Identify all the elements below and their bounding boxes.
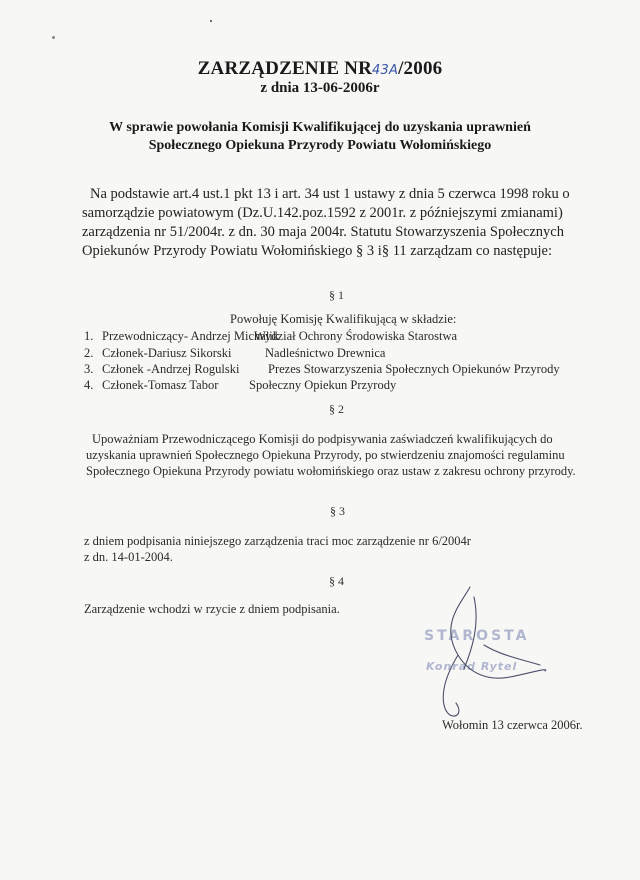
member-number: 4. bbox=[84, 378, 94, 392]
stamp-name: Konrad Rytel bbox=[426, 660, 518, 673]
member-role: Prezes Stowarzyszenia Społecznych Opiekunów Przyrody bbox=[268, 362, 560, 376]
document-date: z dnia 13-06-2006r bbox=[260, 80, 380, 96]
member-name: Członek -Andrzej Rogulski bbox=[102, 362, 240, 376]
member-role: Społeczny Opiekun Przyrody bbox=[249, 378, 397, 392]
section-1-intro: Powołuję Komisję Kwalifikującą w składzie: bbox=[230, 312, 457, 326]
preamble-line-3: zarządzenia nr 51/2004r. z dn. 30 maja 2004r. Statutu Stowarzyszenia Społecznych bbox=[82, 224, 564, 240]
document-title bbox=[0, 58, 640, 80]
preamble-line-4: Opiekunów Przyrody Powiatu Wołomińskiego § 3 i§ 11 zarządzam co następuje: bbox=[82, 243, 552, 259]
member-row bbox=[84, 378, 396, 393]
member-name: Przewodniczący- Andrzej Michalik bbox=[102, 329, 280, 343]
section-1-heading: § 1 bbox=[329, 288, 344, 302]
handwritten-number: 43A bbox=[372, 63, 399, 78]
place-and-date: Wołomin 13 czerwca 2006r. bbox=[442, 718, 583, 732]
speck bbox=[210, 20, 212, 22]
speck bbox=[52, 36, 55, 39]
section-2-line-1: Upoważniam Przewodniczącego Komisji do podpisywania zaświadczeń kwalifikujących do bbox=[92, 432, 553, 446]
signature bbox=[400, 585, 560, 725]
title-prefix: ZARZĄDZENIE NR bbox=[197, 58, 373, 79]
subject-line-1: W sprawie powołania Komisji Kwalifikującej do uzyskania uprawnień bbox=[109, 120, 531, 135]
member-number: 2. bbox=[84, 346, 94, 360]
subject-line-2: Społecznego Opiekuna Przyrody Powiatu Wołomińskiego bbox=[148, 138, 492, 153]
member-row bbox=[84, 362, 560, 377]
member-row bbox=[84, 329, 457, 344]
member-role: Nadleśnictwo Drewnica bbox=[265, 346, 386, 360]
member-number: 1. bbox=[84, 329, 94, 343]
member-role: Wydział Ochrony Środowiska Starostwa bbox=[254, 329, 458, 343]
section-4-text: Zarządzenie wchodzi w rzycie z dniem podpisania. bbox=[84, 602, 340, 616]
section-4-heading: § 4 bbox=[329, 574, 344, 588]
preamble-line-1: Na podstawie art.4 ust.1 pkt 13 i art. 34 ust 1 ustawy z dnia 5 czerwca 1998 roku o bbox=[90, 186, 570, 202]
section-2-heading: § 2 bbox=[329, 402, 344, 416]
member-number: 3. bbox=[84, 362, 94, 376]
section-2-line-2: uzyskania uprawnień Społecznego Opiekuna Przyrody, po stwierdzeniu znajomości regulaminu bbox=[86, 448, 565, 462]
section-3-line-2: z dn. 14-01-2004. bbox=[84, 550, 173, 564]
member-row bbox=[84, 346, 385, 361]
stamp-office: STAROSTA bbox=[424, 628, 530, 644]
title-suffix: /2006 bbox=[398, 58, 443, 79]
section-3-line-1: z dniem podpisania niniejszego zarządzenia traci moc zarządzenie nr 6/2004r bbox=[84, 534, 471, 548]
member-name: Członek-Tomasz Tabor bbox=[102, 378, 219, 392]
preamble-line-2: samorządzie powiatowym (Dz.U.142.poz.1592 z 2001r. z późniejszymi zmianami) bbox=[82, 205, 563, 221]
section-3-heading: § 3 bbox=[330, 504, 345, 518]
section-2-line-3: Społecznego Opiekuna Przyrody powiatu wołomińskiego oraz ustaw z zakresu ochrony przyrody. bbox=[86, 464, 576, 478]
member-name: Członek-Dariusz Sikorski bbox=[102, 346, 232, 360]
